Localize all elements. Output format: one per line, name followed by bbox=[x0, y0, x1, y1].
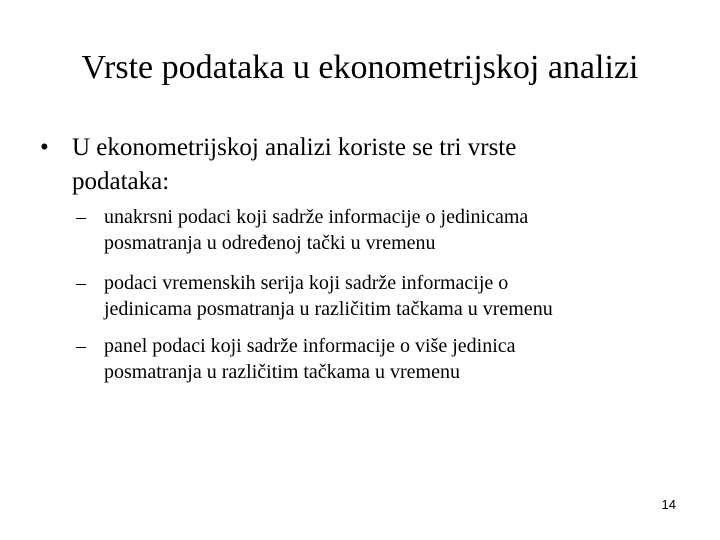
sub-bullet-line-2: posmatranja u različitim tačkama u vremenu bbox=[104, 361, 460, 383]
sub-bullet-line-1: podaci vremenskih serija koji sadrže informacije o bbox=[104, 272, 509, 294]
slide-title: Vrste podataka u ekonometrijskoj analizi bbox=[81, 49, 639, 86]
sub-bullet-line-2: jedinicama posmatranja u različitim tačkama u vremenu bbox=[104, 298, 553, 320]
sub-bullet-text bbox=[104, 270, 664, 322]
sub-bullet-text bbox=[104, 204, 664, 256]
bullet-line-1: U ekonometrijskoj analizi koriste se tri vrste bbox=[72, 134, 517, 161]
sub-bullet-line-2: posmatranja u određenoj tački u vremenu bbox=[104, 232, 436, 254]
sub-bullet-text bbox=[104, 333, 664, 385]
sub-bullet-line-1: unakrsni podaci koji sadrže informacije o jedinicama bbox=[104, 206, 529, 228]
page-number: 14 bbox=[661, 497, 676, 512]
dash-marker: – bbox=[76, 272, 86, 294]
dash-marker: – bbox=[76, 335, 86, 357]
bullet-line-2: podataka: bbox=[72, 168, 170, 195]
bullet-marker: • bbox=[40, 134, 49, 161]
dash-marker: – bbox=[76, 206, 86, 228]
bullet-text bbox=[72, 131, 632, 199]
sub-bullet-line-1: panel podaci koji sadrže informacije o više jedinica bbox=[104, 335, 516, 357]
